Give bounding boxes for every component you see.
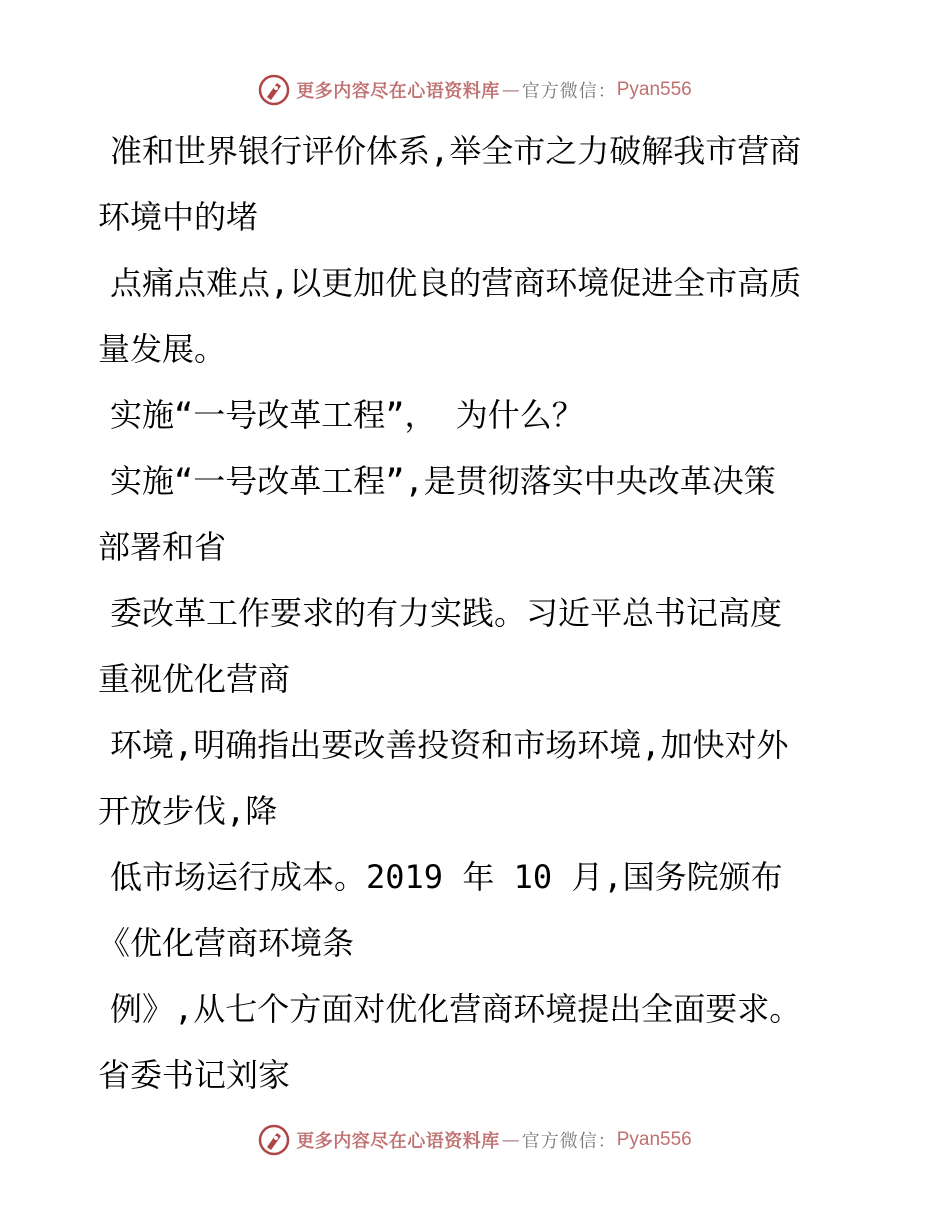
paragraph-line: 低市场运行成本。2019 年 10 月,国务院颁布 bbox=[110, 858, 783, 896]
pen-nib-logo-icon bbox=[258, 74, 290, 106]
header-banner bbox=[0, 70, 950, 110]
paragraph bbox=[98, 580, 858, 712]
paragraph-line: 部署和省 bbox=[98, 528, 227, 566]
paragraph bbox=[98, 976, 858, 1108]
paragraph-line: 例》,从七个方面对优化营商环境提出全面要求。 bbox=[110, 990, 802, 1028]
banner-wechat-id: Pyan556 bbox=[616, 79, 692, 100]
paragraph-line: 实施“一号改革工程”,是贯彻落实中央改革决策 bbox=[110, 462, 776, 500]
paragraph-line: 准和世界银行评价体系,举全市之力破解我市营商 bbox=[110, 132, 802, 170]
banner-main-text: 更多内容尽在心语资料库 bbox=[296, 1131, 500, 1152]
paragraph-line: 实施“一号改革工程”， 为什么？ bbox=[110, 396, 584, 434]
paragraph bbox=[98, 844, 858, 976]
paragraph-line: 委改革工作要求的有力实践。习近平总书记高度 bbox=[110, 594, 783, 632]
paragraph-line: 省委书记刘家 bbox=[98, 1056, 291, 1094]
paragraph-line: 点痛点难点,以更加优良的营商环境促进全市高质 bbox=[110, 264, 802, 302]
paragraph bbox=[98, 382, 858, 448]
banner-wechat-label: 官方微信： bbox=[521, 81, 617, 102]
paragraph-line: 量发展。 bbox=[98, 330, 227, 368]
pen-nib-logo-icon bbox=[258, 1124, 290, 1156]
paragraph-line: 开放步伐,降 bbox=[98, 792, 278, 830]
paragraph bbox=[98, 712, 858, 844]
document-body bbox=[98, 118, 858, 1108]
paragraph bbox=[98, 448, 858, 580]
footer-banner bbox=[0, 1120, 950, 1160]
paragraph-line: 重视优化营商 bbox=[98, 660, 291, 698]
paragraph-line: 环境,明确指出要改善投资和市场环境,加快对外 bbox=[110, 726, 789, 764]
paragraph bbox=[98, 118, 858, 250]
banner-separator: — bbox=[501, 1129, 520, 1151]
banner-wechat-label: 官方微信： bbox=[521, 1131, 617, 1152]
paragraph-line: 《优化营商环境条 bbox=[98, 924, 355, 962]
banner-main-text: 更多内容尽在心语资料库 bbox=[296, 81, 500, 102]
paragraph bbox=[98, 250, 858, 382]
paragraph-line: 环境中的堵 bbox=[98, 198, 259, 236]
banner-separator: — bbox=[501, 79, 520, 101]
banner-wechat-id: Pyan556 bbox=[616, 1129, 692, 1150]
